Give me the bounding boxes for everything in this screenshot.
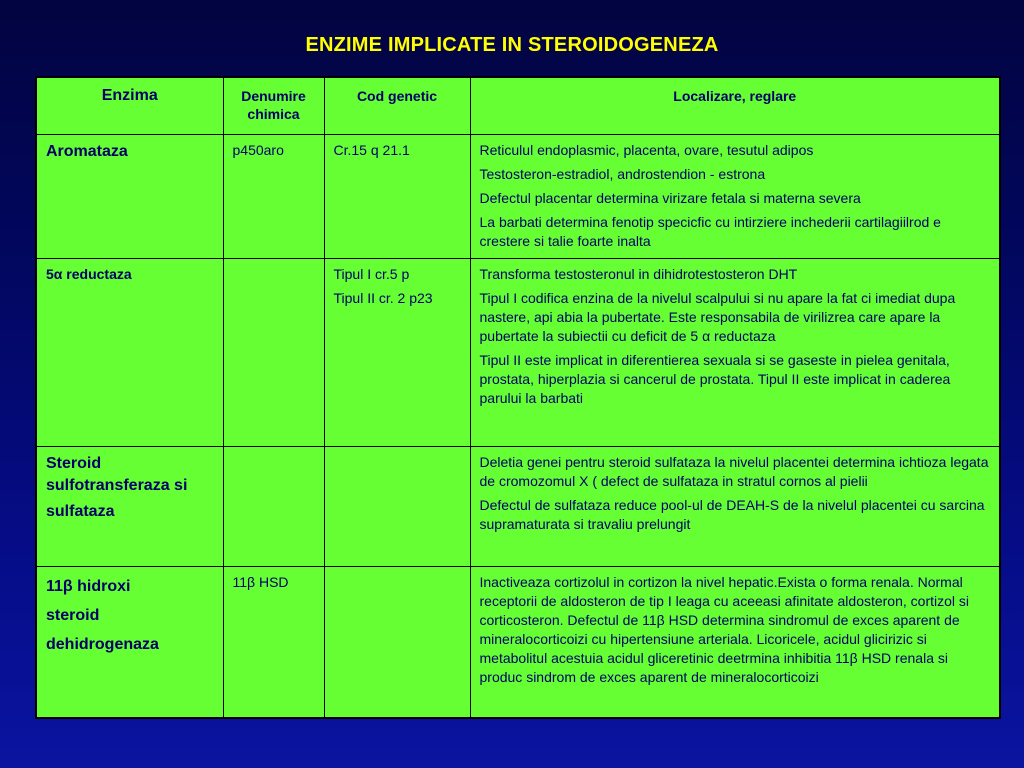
localizare-paragraph: Tipul I codifica enzina de la nivelul scalpului si nu apare la fat ci imediat dupa nastere, api abia la pubertate. Este responsabila de virilizrea care apare la pubertate la subiectii cu deficit de 5 α reductaza xyxy=(479,289,956,344)
table-row xyxy=(36,258,1000,446)
chemical-name: 11β HSD xyxy=(232,573,289,590)
genetic-code: Tipul I cr.5 p xyxy=(333,265,410,282)
table-row xyxy=(36,446,1000,566)
enzyme-name: steroid xyxy=(46,606,100,624)
enzyme-name: dehidrogenaza xyxy=(46,635,159,653)
table-header-row xyxy=(36,77,1000,134)
genetic-code: Tipul II cr. 2 p23 xyxy=(333,289,433,306)
cell-enzima xyxy=(36,134,223,258)
cell-cod xyxy=(324,566,470,718)
enzyme-name: sulfataza xyxy=(46,502,115,520)
cell-enzima xyxy=(36,566,223,718)
cell-enzima xyxy=(36,258,223,446)
genetic-code: Cr.15 q 21.1 xyxy=(333,141,410,158)
localizare-paragraph: Deletia genei pentru steroid sulfataza la nivelul placentei determina ichtioza legata de cromozomul X ( defect de sulfataza in stratul cornos al pielii xyxy=(479,453,989,489)
header-enzima: Enzima xyxy=(36,77,223,134)
cell-denumire xyxy=(223,446,324,566)
localizare-paragraph: Inactiveaza cortizolul in cortizon la nivel hepatic.Exista o forma renala. Normal receptorii de aldosteron de tip I leaga cu aceeasi afinitate aldosteron, cortizol si corticosteron. Defectul de 11β HSD determina sindromul de exces aparent de mineralocorticoizi cu hipertensiune arteriala. Licoricele, acidul glicirizic si metabolitul acestuia acidul gliceretinic deetrmina inhibitia 11β HSD renala si produc sindrom de exces aparent de mineralocorticoizi xyxy=(479,573,970,685)
header-cod: Cod genetic xyxy=(324,77,470,134)
enzyme-name: 11β hidroxi xyxy=(46,577,131,595)
enzyme-name: Steroid sulfotransferaza si xyxy=(46,454,188,494)
enzyme-name: Aromataza xyxy=(46,142,128,160)
localizare-paragraph: La barbati determina fenotip specicfic cu intirziere inchederii cartilagiilrod e crestere si talie foarte inalta xyxy=(479,213,941,249)
cell-localizare xyxy=(470,566,1000,718)
localizare-paragraph: Transforma testosteronul in dihidrotestosteron DHT xyxy=(479,265,798,282)
header-denumire: Denumire chimica xyxy=(223,77,324,134)
enzyme-table xyxy=(35,76,1001,719)
cell-cod xyxy=(324,258,470,446)
cell-localizare xyxy=(470,134,1000,258)
chemical-name: p450aro xyxy=(232,141,284,158)
localizare-paragraph: Defectul de sulfataza reduce pool-ul de DEAH-S de la nivelul placentei cu sarcina supramaturata si travaliu prelungit xyxy=(479,496,985,532)
page-title: ENZIME IMPLICATE IN STEROIDOGENEZA xyxy=(305,34,719,56)
cell-denumire xyxy=(223,258,324,446)
localizare-paragraph: Tipul II este implicat in diferentierea sexuala si se gaseste in pielea genitala, prostata, hiperplazia si cancerul de prostata. Tipul II este implicat in caderea parului la barbati xyxy=(479,351,951,406)
localizare-paragraph: Defectul placentar determina virizare fetala si materna severa xyxy=(479,189,861,206)
cell-cod xyxy=(324,446,470,566)
header-localizare: Localizare, reglare xyxy=(470,77,1000,134)
cell-localizare xyxy=(470,258,1000,446)
table-row xyxy=(36,134,1000,258)
cell-denumire xyxy=(223,134,324,258)
table-row xyxy=(36,566,1000,718)
localizare-paragraph: Testosteron-estradiol, androstendion - estrona xyxy=(479,165,766,182)
localizare-paragraph: Reticulul endoplasmic, placenta, ovare, tesutul adipos xyxy=(479,141,814,158)
cell-cod xyxy=(324,134,470,258)
cell-localizare xyxy=(470,446,1000,566)
cell-denumire xyxy=(223,566,324,718)
enzyme-name: 5α reductaza xyxy=(46,265,132,282)
cell-enzima xyxy=(36,446,223,566)
